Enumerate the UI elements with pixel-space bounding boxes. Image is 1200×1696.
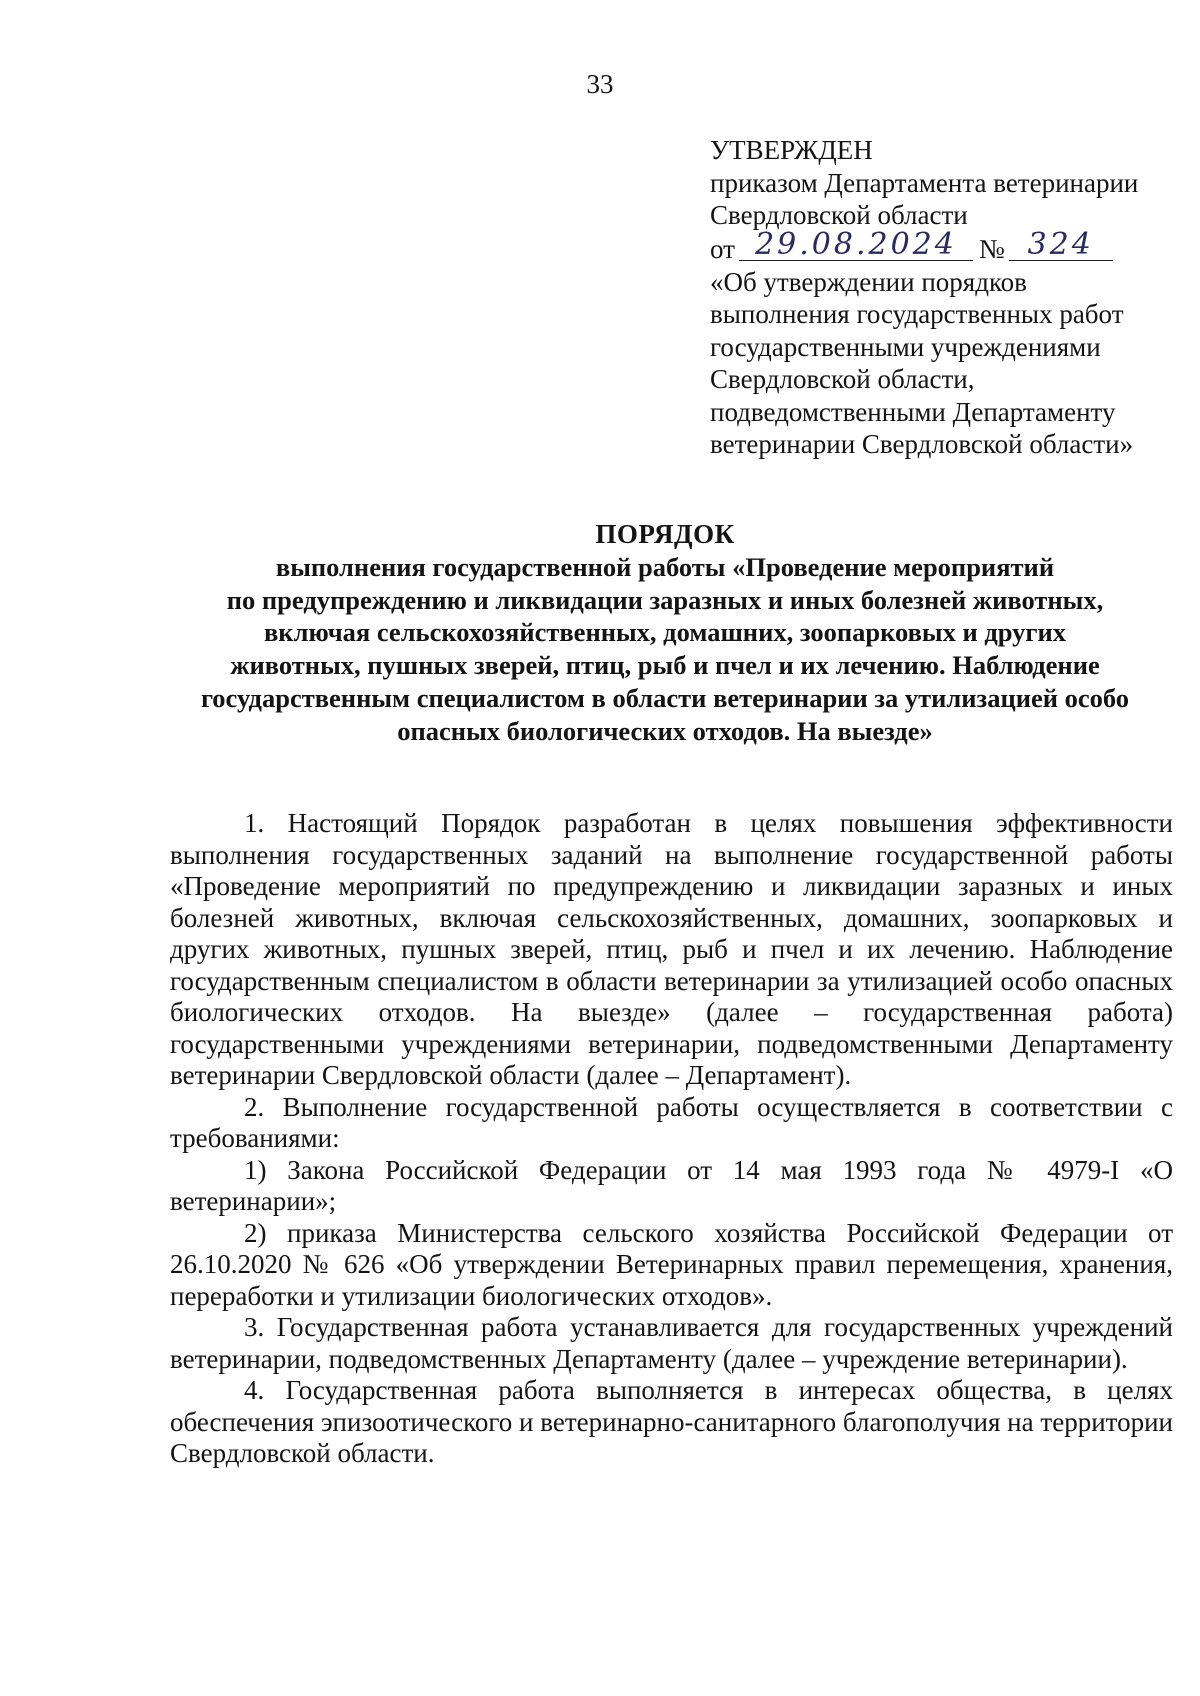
title-line: включая сельскохозяйственных, домашних, зоопарковых и других: [264, 617, 1066, 648]
paragraph-3: 3. Государственная работа устанавливается для государственных учреждений ветеринарии, подведомственных Департаменту (далее – учреждение ветеринарии).: [170, 1312, 1173, 1374]
title-main: ПОРЯДОК: [595, 519, 735, 549]
paragraph-4: 4. Государственная работа выполняется в интересах общества, в целях обеспечения эпизоотического и ветеринарно-санитарного благополучия на территории Свердловской области.: [170, 1375, 1173, 1468]
date-blank: [739, 226, 973, 262]
handwritten-number: 324: [1027, 226, 1094, 262]
title-line: опасных биологических отходов. На выезде»: [397, 715, 933, 746]
document-title: [150, 518, 1180, 748]
title-line: государственным специалистом в области ветеринарии за утилизацией особо: [200, 682, 1130, 713]
order-title-line: ветеринарии Свердловской области»: [710, 429, 1134, 459]
body-text: [170, 808, 1173, 1470]
order-title-line: Свердловской области,: [710, 364, 975, 394]
title-line: по предупреждению и ликвидации заразных и иных болезней животных,: [226, 584, 1104, 615]
handwritten-date: 29.08.2024: [755, 226, 957, 262]
page-number: 33: [586, 69, 614, 99]
approval-date-row: [710, 226, 1180, 266]
order-title-line: выполнения государственных работ: [710, 299, 1124, 329]
title-line: животных, пушных зверей, птиц, рыб и пчел и их лечению. Наблюдение: [230, 650, 1100, 681]
number-blank: [1009, 226, 1113, 262]
number-prefix: №: [978, 234, 1005, 264]
paragraph-2-item-2: 2) приказа Министерства сельского хозяйства Российской Федерации от 26.10.2020 № 626 «Об утверждении Ветеринарных правил перемещения, хранения, переработки и утилизации биологических отходов».: [170, 1217, 1173, 1311]
approval-block: [710, 134, 1180, 461]
approval-line: приказом Департамента ветеринарии: [710, 167, 1139, 198]
paragraph-2: 2. Выполнение государственной работы осуществляется в соответствии с требованиями:: [170, 1091, 1173, 1153]
order-title-line: подведомственными Департаменту: [710, 396, 1116, 427]
order-title-line: «Об утверждении порядков: [710, 266, 1027, 297]
approval-heading: УТВЕРЖДЕН: [710, 135, 873, 165]
order-title-line: государственными учреждениями: [710, 331, 1101, 362]
paragraph-2-item-1: 1) Закона Российской Федерации от 14 мая 1993 года № 4979-I «О ветеринарии»;: [170, 1154, 1173, 1216]
paragraph-1: 1. Настоящий Порядок разработан в целях повышения эффективности выполнения государственных заданий на выполнение государственной работы «Проведение мероприятий по предупреждению и ликвидации заразных и иных болезней животных, включая сельскохозяйственных, домашних, зоопарковых и других животных, пушных зверей, птиц, рыб и пчел и их лечению. Наблюдение государственным специалистом в области ветеринарии за утилизацией особо опасных биологических отходов. На выезде» (далее – государственная работа) государственными учреждениями ветеринарии, подведомственными Департаменту ветеринарии Свердловской области (далее – Департамент).: [170, 808, 1173, 1090]
title-line: выполнения государственной работы «Проведение мероприятий: [275, 551, 1055, 582]
date-prefix: от: [710, 234, 735, 264]
approval-line: Свердловской области: [710, 200, 968, 230]
